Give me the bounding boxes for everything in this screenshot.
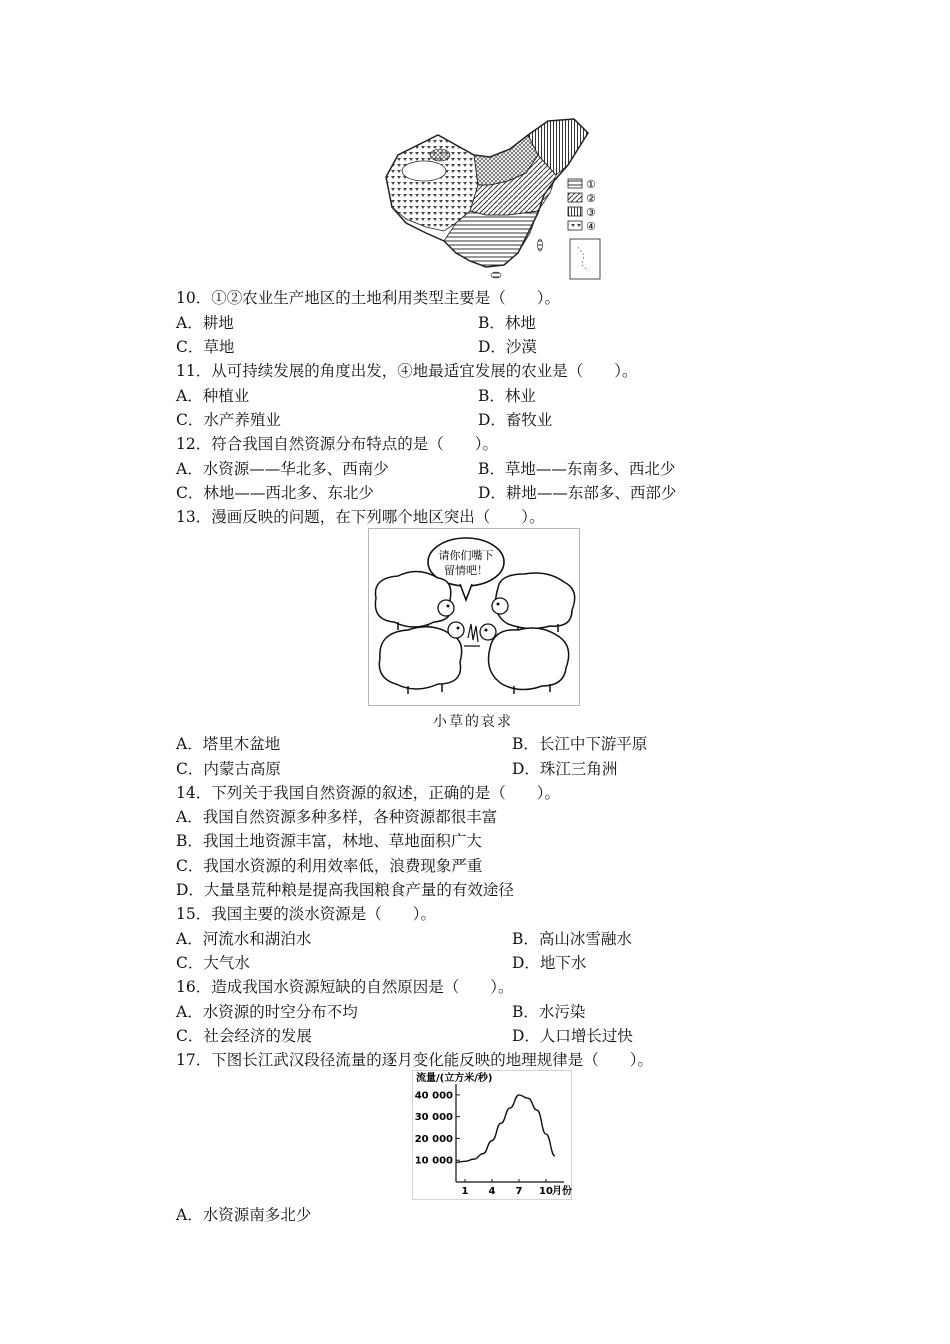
question-16-stem: 16．造成我国水资源短缺的自然原因是（ ）。 [176,978,514,996]
speech-line-2: 留情吧！ [444,564,488,577]
q11-option-c[interactable]: C．水产养殖业 [176,411,281,429]
q10-option-b[interactable]: B．林地 [478,314,536,332]
q11-option-d[interactable]: D．畜牧业 [478,411,553,429]
question-10-stem: 10．①②农业生产地区的土地利用类型主要是（ ）。 [176,289,560,307]
chart-xlabel: 月份 [552,1186,572,1197]
cartoon-caption: 小草的哀求 [433,714,513,730]
question-15-stem: 15．我国主要的淡水资源是（ ）。 [176,905,436,923]
cartoon-sheep [368,528,580,706]
speech-line-1: 请你们嘴下 [438,549,494,562]
q13-option-d[interactable]: D．珠江三角洲 [512,760,618,778]
q13-option-b[interactable]: B．长江中下游平原 [512,735,648,753]
y-tick-label: 20 000 [414,1133,453,1145]
question-17-stem: 17．下图长江武汉段径流量的逐月变化能反映的地理规律是（ ）。 [176,1051,653,1069]
q15-option-c[interactable]: C．大气水 [176,954,250,972]
y-tick-label: 40 000 [414,1090,453,1102]
q10-option-c[interactable]: C．草地 [176,338,235,356]
legend-label-2: ② [586,192,596,205]
x-tick-label: 10 [539,1186,553,1197]
q16-option-b[interactable]: B．水污染 [512,1003,586,1021]
q13-option-c[interactable]: C．内蒙古高原 [176,760,281,778]
q16-option-a[interactable]: A．水资源的时空分布不均 [176,1003,358,1021]
q10-option-a[interactable]: A．耕地 [176,314,234,332]
q12-option-c[interactable]: C．林地——西北多、东北少 [176,484,374,502]
x-tick-label: 1 [461,1186,469,1197]
question-14-stem: 14．下列关于我国自然资源的叙述，正确的是（ ）。 [176,784,560,802]
x-tick-label: 7 [515,1186,523,1197]
q11-option-b[interactable]: B．林业 [478,387,536,405]
q10-option-d[interactable]: D．沙漠 [478,338,537,356]
legend-label-3: ③ [586,206,596,219]
question-12-stem: 12．符合我国自然资源分布特点的是（ ）。 [176,435,498,453]
q12-option-b[interactable]: B．草地——东南多、西北少 [478,460,676,478]
south-china-sea-inset [570,239,600,279]
q15-option-a[interactable]: A．河流水和湖泊水 [176,930,312,948]
q14-option-a[interactable]: A．我国自然资源多种多样，各种资源都很丰富 [176,808,498,826]
q13-option-a[interactable]: A．塔里木盆地 [176,735,281,753]
x-tick-label: 4 [488,1186,496,1197]
q16-option-d[interactable]: D．人口增长过快 [512,1027,633,1045]
q14-option-c[interactable]: C．我国水资源的利用效率低，浪费现象严重 [176,857,483,875]
question-13-stem: 13．漫画反映的问题，在下列哪个地区突出（ ）。 [176,508,545,526]
map-legend [568,178,596,233]
q16-option-c[interactable]: C．社会经济的发展 [176,1027,312,1045]
q17-option-a[interactable]: A．水资源南多北少 [176,1206,312,1224]
question-11-stem: 11．从可持续发展的角度出发，④地最适宜发展的农业是（ ）。 [176,362,638,380]
q12-option-a[interactable]: A．水资源——华北多、西南少 [176,460,389,478]
y-tick-label: 10 000 [414,1155,453,1167]
legend-label-4: ④ [586,220,596,233]
chart-ylabel: 流量/(立方米/秒) [416,1073,493,1084]
runoff-chart [412,1070,572,1200]
q12-option-d[interactable]: D．耕地——东部多、西部少 [478,484,677,502]
runoff-series-line [456,1095,555,1163]
china-agriculture-map [378,115,604,283]
legend-label-1: ① [586,178,596,191]
q15-option-d[interactable]: D．地下水 [512,954,587,972]
y-tick-label: 30 000 [414,1112,453,1124]
q14-option-b[interactable]: B．我国土地资源丰富，林地、草地面积广大 [176,832,482,850]
q15-option-b[interactable]: B．高山冰雪融水 [512,930,632,948]
q11-option-a[interactable]: A．种植业 [176,387,250,405]
q14-option-d[interactable]: D．大量垦荒种粮是提高我国粮食产量的有效途径 [176,881,514,899]
